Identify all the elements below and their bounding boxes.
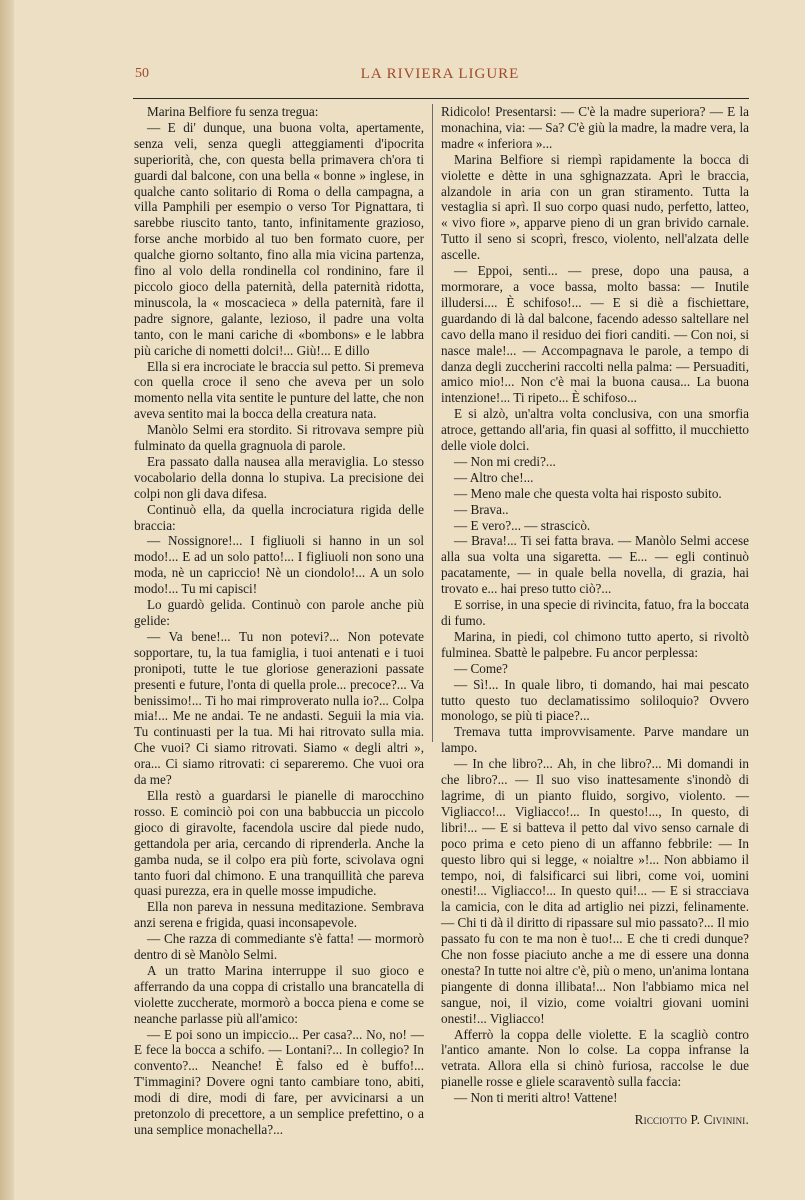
journal-title: LA RIVIERA LIGURE: [360, 66, 520, 82]
page-number: 50: [135, 66, 149, 81]
author-signature: Ricciotto P. Civinini.: [634, 1112, 749, 1128]
paragraph: — Nossignore!... I figliuoli si hanno in un sol modo!... E ad un solo patto!... I figliuoli non sono una moda, nè un capriccio! Nè un ciondolo!... A un solo modo!... Tu mi capisci!: [134, 533, 424, 597]
paragraph: Tremava tutta improvvisamente. Parve mandare un lampo.: [441, 724, 749, 756]
paragraph: Era passato dalla nausea alla meraviglia. Lo stesso vocabolario della donna lo stupiva. La precisione dei colpi non gli dava difesa.: [134, 453, 424, 501]
paragraph: E si alzò, un'altra volta conclusiva, con una smorfia atroce, gettando all'aria, fin quasi al soffitto, il mucchietto delle viole dolci.: [441, 406, 749, 454]
text-column-left: [134, 104, 424, 1138]
paragraph: Ridicolo! Presentarsi: — C'è la madre superiora? — E la monachina, via: — Sa? C'è giù la madre, la madre vera, la madre « inferiora »...: [441, 104, 749, 151]
column-divider: [432, 104, 433, 742]
paragraph: — E di' dunque, una buona volta, apertamente, senza veli, senza quegli atteggiamenti d'ipocrita superiorità, che, con questa bella primavera ch'ora ti guardi dal balcone, con una bella « bonne » inglese, in qualche canto solitario di Roma o della campagna, a villa Pamphili per esempio o verso Tor Pignattara, ti sarebbe riuscito tanto, tanto, infinitamente grazioso, forse anche morbido al tuo ben formato cuore, per qualche giorno soltanto, fino alla mia vicina partenza, fino al volo della rondinella col rondinino, fare il piccolo gioco della paternità, della paternità ridotta, minuscola, la « moscacieca » della paternità, fare il padre signore, galante, lezioso, il padre una volta tanto, con le mani cariche di «bombons» e le labbra più cariche di nometti dolci!... Giù!... E dillo: [134, 119, 424, 358]
paragraph: Lo guardò gelida. Continuò con parole anche più gelide:: [134, 597, 424, 628]
paragraph: A un tratto Marina interruppe il suo gioco e afferrando da una coppa di cristallo una brancatella di violette zuccherate, mormorò a bocca piena e come se neanche parlasse più all'amico:: [134, 962, 424, 1026]
paragraph: — In che libro?... Ah, in che libro?... Mi domandi in che libro?... — Il suo viso inattesamente s'inondò di lagrime, di un pianto fluido, sorgivo, violento. — Vigliacco!... Vigliacco!... In questo!..., In questo, di libri!... — E si batteva il petto dal vivo senso carnale di poco prima e ceto pieno di un affanno febbrile: — In questo libro qui si legge, « noialtre »!... Non abbiamo il tempo, noi, di falsificarci sui libri, come voi, uomini onesti!... Vigliacco!... In questo qui!... — E si stracciava la camicia, con le dita ad artiglio nei pizzi, felinamente. — Chi ti dà il diritto di ripassare sul mio passato?... Il mio passato fu con te ma non è tuo!... E che ti credi dunque? Che non fosse piaciuto anche a me di essere una donna onesta? In tutte noi altre c'è, più o meno, un'anima lontana piangente di donna illibata!... Non l'abbiamo mica nel sangue, noi, il vizio, come voialtri giovani uomini onesti!... Vigliacco!: [441, 756, 749, 1026]
paragraph: — E vero?... — strascicò.: [454, 517, 591, 533]
paragraph: — Va bene!... Tu non potevi?... Non potevate sopportare, tu, la tua famiglia, i tuoi antenati e i tuoi pronipoti, tutte le tue gloriose generazioni passate presenti e future, l'onta di quella prole... precoce?... Va benissimo!... Ti ho mai rimproverato nulla io?... Colpa mia!... Me ne andai. Te ne andasti. Seguii la mia via. Tu continuasti per la tua. Mi hai ritrovato sulla mia. Che vuoi? Ci siamo ritrovati. Siamo « degli altri », ora... Ci siamo ritrovati: ci separeremo. Che vuoi ora da me?: [134, 628, 424, 788]
paragraph: — Brava..: [454, 501, 509, 517]
paragraph: Ella si era incrociate le braccia sul petto. Si premeva con quella croce il seno che aveva per un solo momento nella vita sentite le punture del latte, che non aveva sentito mai la bocca della creatura nata.: [134, 358, 424, 422]
paragraph: Afferrò la coppa delle violette. E la scagliò contro l'antico amante. Non lo colse. La coppa infranse la vetrata. Allora ella si chinò furiosa, raccolse le due pianelle rosse e gliele scaraventò sulla faccia:: [441, 1026, 749, 1090]
paragraph: — Sì!... In quale libro, ti domando, hai mai pescato tutto questo tuo declamatissimo soliloquio? Ovvero monologo, se più ti piace?...: [441, 676, 749, 724]
header-rule: [133, 98, 749, 99]
paragraph: — Eppoi, senti... — prese, dopo una pausa, a mormorare, a voce bassa, molto bassa: — Inutile illudersi.... È schifoso!... — E si diè a fischiettare, guardando di là dal balcone, facendo adesso saltellare nel cavo della mano il residuo dei fiori canditi. — Con noi, si nasce male!... — Accompagnava le parole, a tempo di danza degli zuccherini raccolti nella palma: — Persuaditi, amico mio!... Non c'è mai la buona causa... La buona intenzione!... Ti ripeto... È schifoso...: [441, 263, 749, 406]
paragraph: — Come?: [454, 660, 508, 676]
paragraph: Manòlo Selmi era stordito. Si ritrovava sempre più fulminato da quella gragnuola di parole.: [134, 422, 424, 454]
paragraph: — Non mi credi?...: [454, 453, 556, 469]
running-header: [130, 64, 750, 86]
paragraph: Marina Belfiore si riempì rapidamente la bocca di violette e dètte in una sghignazzata. Aprì le braccia, alzandole in aria con un gran stiramento. Tutta la vestaglia si aprì. Il suo corpo quasi nudo, perfetto, latteo, « vivo fiore », apparve pieno di un gran brivido carnale. Tutto il seno si scoprì, fresco, violento, nell'alzata delle ascelle.: [441, 151, 749, 263]
paragraph: — Meno male che questa volta hai risposto subito.: [454, 485, 722, 501]
paragraph: Marina Belfiore fu senza tregua:: [147, 104, 319, 119]
paragraph: Marina, in piedi, col chimono tutto aperto, si rivoltò fulminea. Sbattè le palpebre. Fu ancor perplessa:: [441, 628, 749, 660]
text-column-right: [441, 104, 749, 1128]
paragraph: — Non ti meriti altro! Vattene!: [454, 1090, 618, 1106]
page-left-edge: [0, 0, 14, 1200]
paragraph: — Altro che!...: [454, 469, 534, 485]
paragraph: — Che razza di commediante s'è fatta! — mormorò dentro di sè Manòlo Selmi.: [134, 931, 424, 963]
paragraph: Ella restò a guardarsi le pianelle di marocchino rosso. E cominciò poi con una babbuccia un piccolo gioco di giravolte, facendola uscire dal piede nudo, gettandola per aria, cercando di riprenderla. Anche la gamba nuda, se il colpo era più forte, scivolava ogni tanto fuori dal chimono. E una tranquillità che pareva quasi purezza, era in quelle mosse impudiche.: [134, 787, 424, 899]
paragraph: Continuò ella, da quella incrociatura rigida delle braccia:: [134, 501, 424, 533]
paragraph: — E poi sono un impiccio... Per casa?... No, no! — E fece la bocca a schifo. — Lontani?... In collegio? In convento?... Neanche! È falso ed è buffo!... T'immagini? Dovere ogni tanto cambiare tono, abiti, modi di dire, modi di fare, per avvicinarsi a un pretonzolo di precettore, a un semplice prefettino, o a una semplice monachella?...: [134, 1026, 424, 1137]
paragraph: Ella non pareva in nessuna meditazione. Sembrava anzi serena e frigida, quasi inconsapevole.: [134, 899, 424, 931]
paragraph: E sorrise, in una specie di rivincita, fatuo, fra la boccata di fumo.: [441, 597, 749, 628]
paragraph: — Brava!... Ti sei fatta brava. — Manòlo Selmi accese alla sua volta una sigaretta. — E... — egli continuò pacatamente, — in quale bella novella, di grazia, hai trovato e... hai preso tutto ciò?...: [441, 533, 749, 597]
